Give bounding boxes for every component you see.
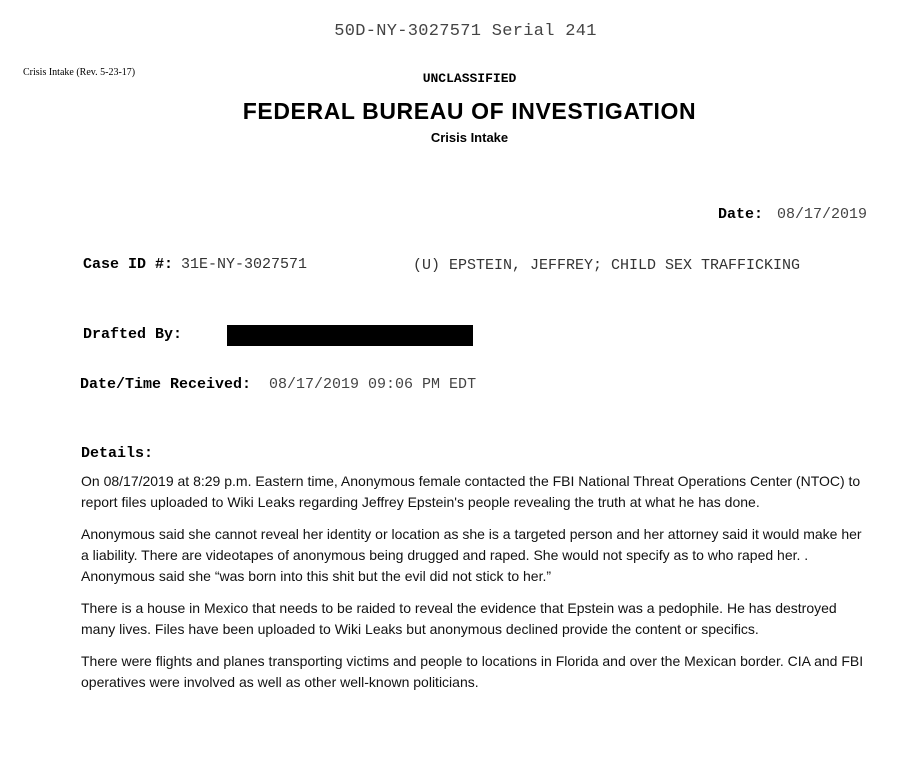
details-paragraph: On 08/17/2019 at 8:29 p.m. Eastern time, Anonymous female contacted the FBI National Threat Operations Center (NTOC) to report files uploaded to Wiki Leaks regarding Jeffrey Epstein's people revealing the truth at what he has done.	[81, 473, 861, 510]
form-type: Crisis Intake	[430, 130, 509, 145]
details-paragraph: Anonymous said she cannot reveal her identity or location as she is a targeted person and her attorney said it would make her a liability. There are videotapes of anonymous being drugged and raped. She would not specify as to who raped her. . Anonymous said she “was born into this shit but the evil did not stick to her.”	[81, 526, 862, 584]
drafted-by-label: Drafted By:	[83, 326, 183, 343]
details-paragraph: There is a house in Mexico that needs to be raided to reveal the evidence that Epstein was a pedophile. He has destroyed many lives. Files have been uploaded to Wiki Leaks but anonymous declined provide the content or specifics.	[81, 600, 837, 637]
agency-title: FEDERAL BUREAU OF INVESTIGATION	[242, 98, 697, 124]
drafted-by-field	[83, 326, 182, 343]
date-field	[718, 206, 867, 223]
date-time-received-field	[80, 376, 476, 393]
date-time-received-value: 08/17/2019 09:06 PM EDT	[269, 376, 477, 393]
details-body	[81, 471, 871, 704]
details-label: Details:	[81, 445, 154, 462]
redaction-block	[227, 325, 473, 346]
details-paragraph: There were flights and planes transporting victims and people to locations in Florida and over the Mexican border. CIA and FBI operatives were involved as well as other well-known politicians.	[81, 653, 864, 690]
case-id-value: 31E-NY-3027571	[181, 256, 308, 273]
form-revision: Crisis Intake (Rev. 5-23-17)	[23, 67, 136, 78]
classification-marking: UNCLASSIFIED	[422, 71, 517, 86]
case-id-field	[83, 256, 843, 273]
case-id-label: Case ID #:	[83, 256, 174, 273]
date-time-received-label: Date/Time Received:	[80, 376, 252, 393]
case-title: (U) EPSTEIN, JEFFREY; CHILD SEX TRAFFICKING	[413, 257, 801, 274]
date-label: Date:	[717, 206, 763, 223]
serial-number: 50D-NY-3027571 Serial 241	[334, 22, 597, 41]
date-value: 08/17/2019	[776, 206, 867, 223]
